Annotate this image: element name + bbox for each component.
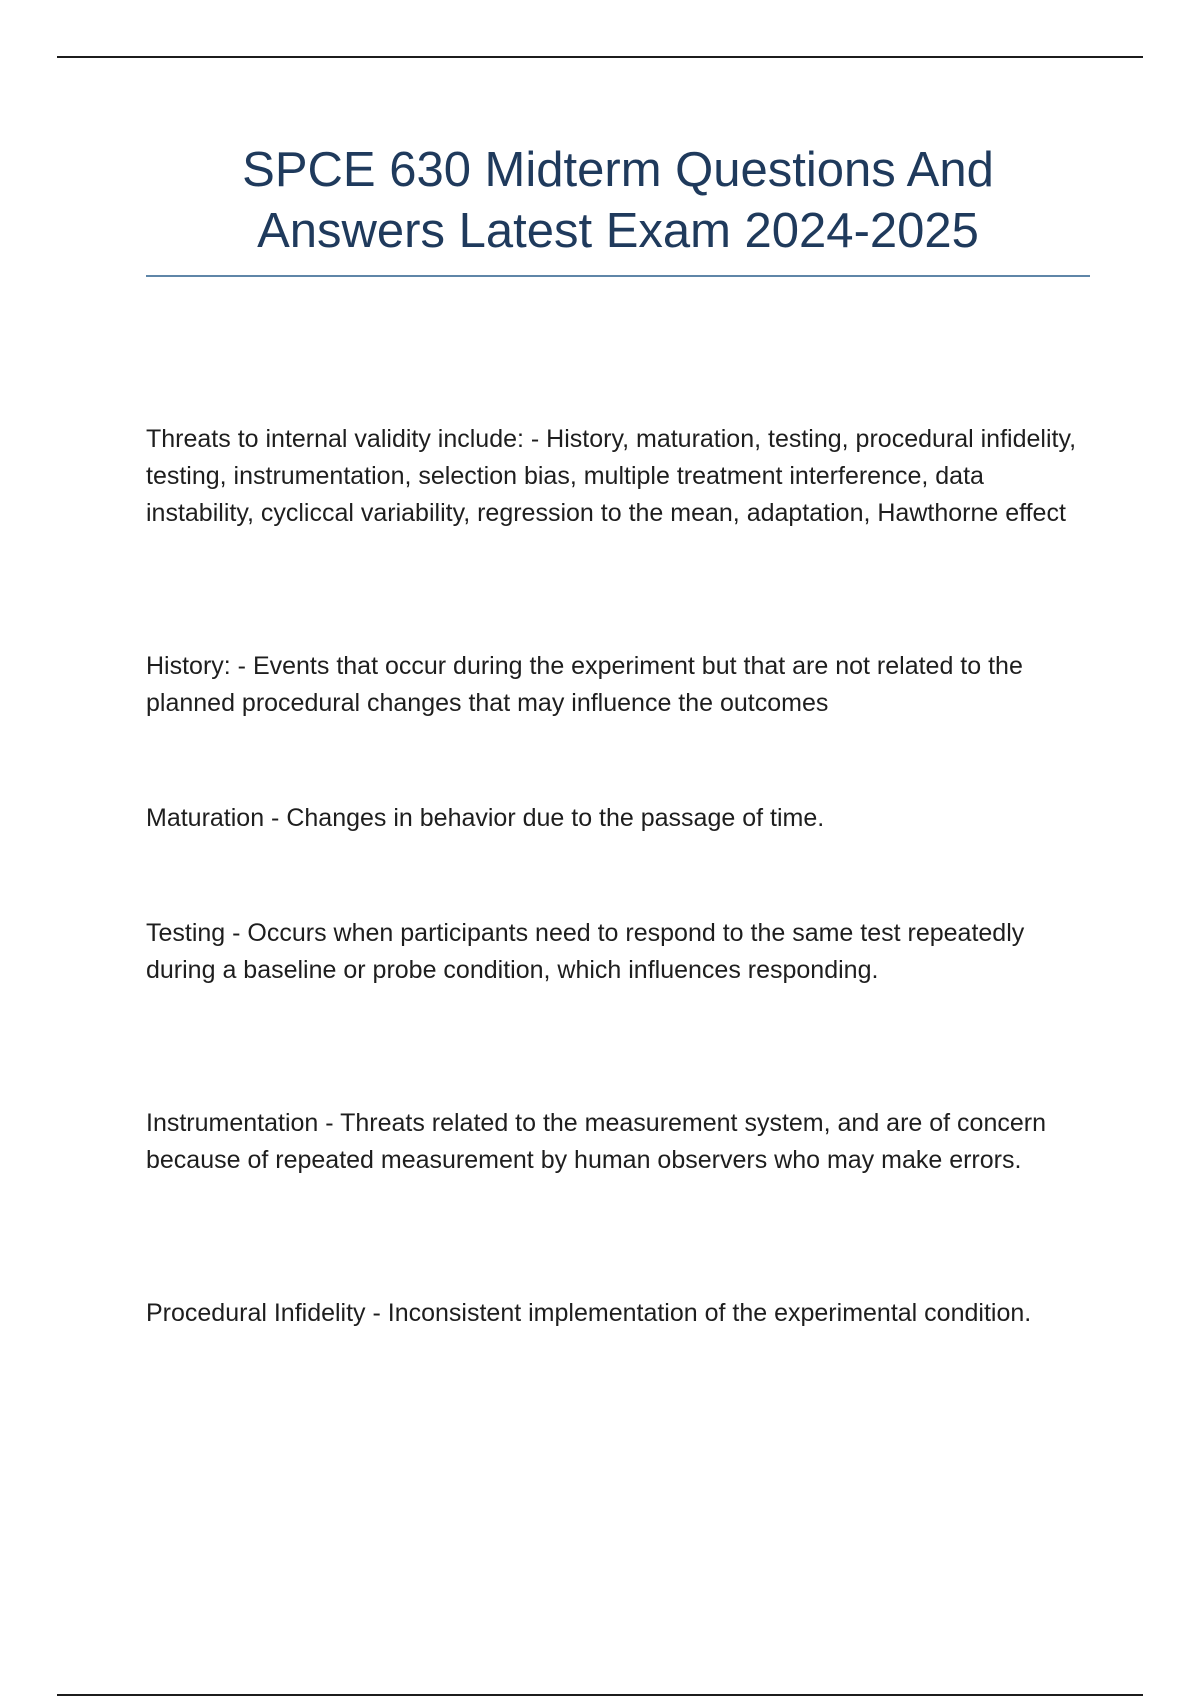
- qa-entry-testing: Testing - Occurs when participants need to respond to the same test repeatedly during a baseline or probe condition, which influences responding.: [146, 919, 1025, 984]
- document-title: SPCE 630 Midterm Questions And Answers Latest Exam 2024-2025: [242, 143, 994, 258]
- bottom-rule: [57, 1694, 1143, 1696]
- qa-entry-history: History: - Events that occur during the experiment but that are not related to the planned procedural changes that may influence the outcomes: [146, 652, 1023, 717]
- qa-entry-procedural-infidelity: Procedural Infidelity - Inconsistent implementation of the experimental condition.: [146, 1299, 1032, 1327]
- title-underline: [146, 275, 1090, 277]
- qa-entry-internal-validity: Threats to internal validity include: - History, maturation, testing, procedural infidelity, testing, instrumentation, selection bias, multiple treatment interference, data instability, cycliccal variability, regression to the mean, adaptation, Hawthorne effect: [146, 425, 1077, 527]
- title-block: [146, 140, 1090, 262]
- top-rule: [57, 56, 1143, 58]
- qa-entry-instrumentation: Instrumentation - Threats related to the measurement system, and are of concern because of repeated measurement by human observers who may make errors.: [146, 1109, 1046, 1174]
- qa-entry-maturation: Maturation - Changes in behavior due to the passage of time.: [146, 804, 825, 832]
